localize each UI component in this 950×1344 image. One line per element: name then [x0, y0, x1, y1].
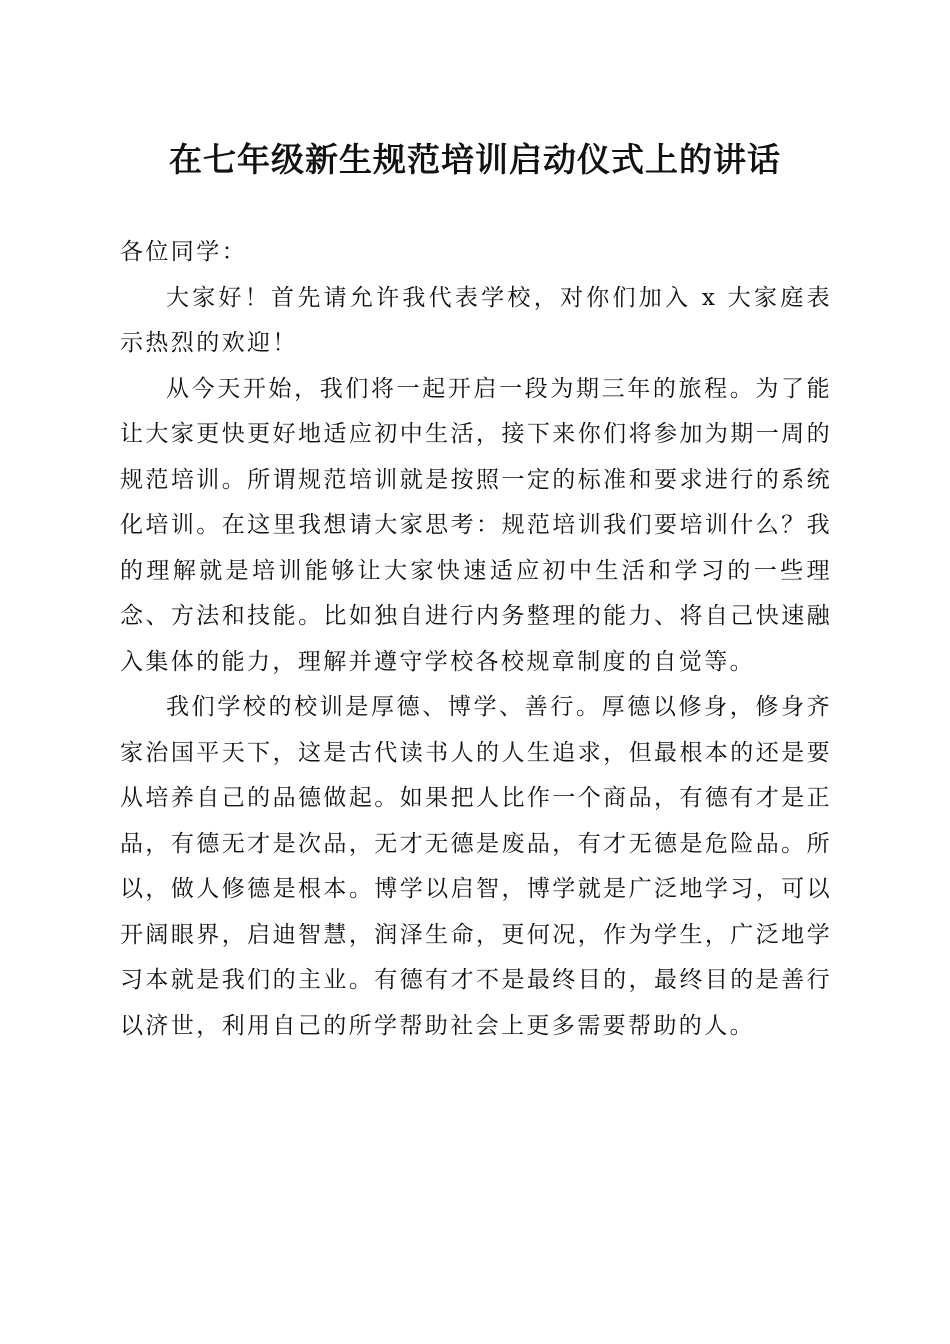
- salutation: 各位同学：: [120, 239, 247, 265]
- paragraph-training: 从今天开始，我们将一起开启一段为期三年的旅程。为了能让大家更快更好地适应初中生活，接下来你们将参加为期一周的规范培训。所谓规范培训就是按照一定的标准和要求进行的系统化培训。在这里我想请大家思考：规范培训我们要培训什么？我的理解就是培训能够让大家快速适应初中生活和学习的一些理念、方法和技能。比如独自进行内务整理的能力、将自己快速融入集体的能力，理解并遵守学校各校规章制度的自觉等。: [120, 375, 832, 675]
- page-title: 在七年级新生规范培训启动仪式上的讲话: [169, 140, 781, 179]
- speech-body: [120, 230, 832, 1049]
- paragraph-welcome: 大家好！首先请允许我代表学校，对你们加入 x 大家庭表示热烈的欢迎！: [120, 284, 832, 356]
- paragraph-school-motto: 我们学校的校训是厚德、博学、善行。厚德以修身，修身齐家治国平天下，这是古代读书人的人生追求，但最根本的还是要从培养自己的品德做起。如果把人比作一个商品，有德有才是正品，有德无才是次品，无才无德是废品，有才无德是危险品。所以，做人修德是根本。博学以启智，博学就是广泛地学习，可以开阔眼界，启迪智慧，润泽生命，更何况，作为学生，广泛地学习本就是我们的主业。有德有才不是最终目的，最终目的是善行以济世，利用自己的所学帮助社会上更多需要帮助的人。: [120, 694, 832, 1039]
